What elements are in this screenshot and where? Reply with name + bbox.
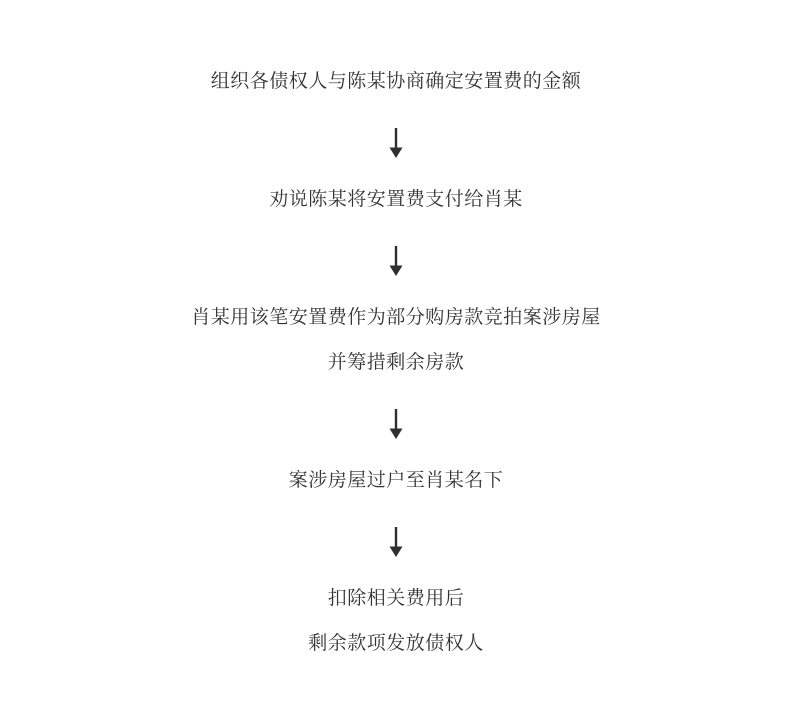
flow-step-text: 剩余款项发放债权人 xyxy=(308,633,484,654)
down-arrow-icon xyxy=(388,527,404,557)
flowchart xyxy=(0,72,792,654)
flow-step-text: 劝说陈某将安置费支付给肖某 xyxy=(269,189,523,210)
flow-step-text: 肖某用该笔安置费作为部分购房款竞拍案涉房屋 xyxy=(191,307,601,328)
flow-step-text: 扣除相关费用后 xyxy=(327,588,465,609)
flow-step-4 xyxy=(0,471,792,491)
flow-step-1 xyxy=(0,72,792,92)
down-arrow-icon xyxy=(388,128,404,158)
down-arrow-icon xyxy=(388,409,404,439)
flow-step-5 xyxy=(0,589,792,654)
flow-step-3 xyxy=(0,308,792,373)
flow-step-text: 并筹措剩余房款 xyxy=(327,352,465,373)
flow-step-text: 组织各债权人与陈某协商确定安置费的金额 xyxy=(210,71,582,92)
down-arrow-icon xyxy=(388,246,404,276)
flow-step-text: 案涉房屋过户至肖某名下 xyxy=(288,470,504,491)
flow-step-2 xyxy=(0,190,792,210)
